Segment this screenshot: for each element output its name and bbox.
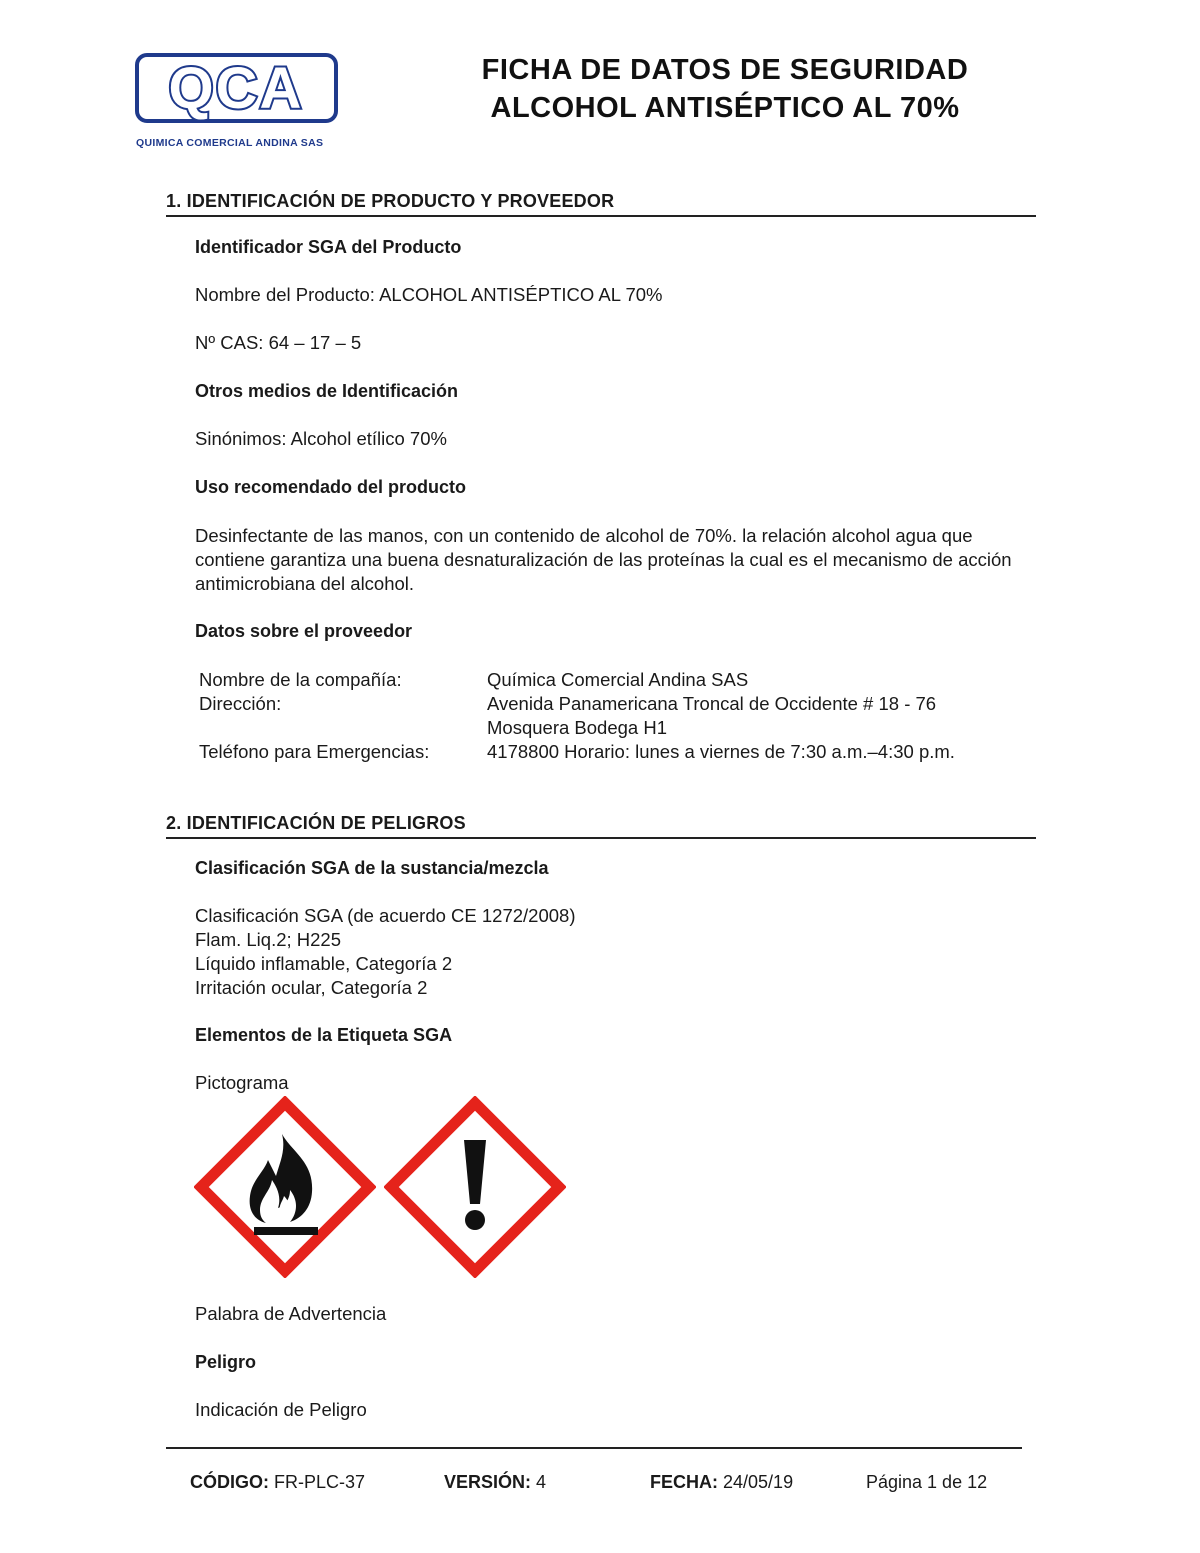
section2-heading: 2. IDENTIFICACIÓN DE PELIGROS [166, 813, 466, 833]
recommended-use-label: Uso recomendado del producto [195, 477, 467, 497]
footer-date-value: 24/05/19 [723, 1472, 794, 1492]
section2-rule [166, 837, 1036, 839]
signal-word: Peligro [195, 1352, 257, 1372]
classification-line: Flam. Liq.2; H225 [195, 929, 342, 950]
cas-number: Nº CAS: 64 – 17 – 5 [195, 332, 362, 353]
hazard-indication-label: Indicación de Peligro [195, 1399, 367, 1420]
flame-icon [194, 1096, 376, 1278]
qca-logo-graphic [134, 52, 340, 152]
footer-code-value: FR-PLC-37 [274, 1472, 366, 1492]
company-logo [134, 52, 340, 152]
footer-date [650, 1472, 793, 1493]
section1-rule [166, 215, 1036, 217]
footer-rule [166, 1447, 1022, 1449]
supplier-row-phone [199, 740, 955, 764]
company-value: Química Comercial Andina SAS [487, 669, 749, 690]
footer-version-label: VERSIÓN: [444, 1472, 532, 1492]
phone-value: 4178800 Horario: lunes a viernes de 7:30 a.m.–4:30 p.m. [487, 741, 955, 762]
footer-code [190, 1472, 365, 1493]
footer-date-label: FECHA: [650, 1472, 718, 1492]
sga-identifier-label: Identificador SGA del Producto [195, 237, 462, 257]
footer-code-label: CÓDIGO: [190, 1472, 269, 1492]
pictogram-label: Pictograma [195, 1072, 289, 1093]
signal-word-label: Palabra de Advertencia [195, 1303, 387, 1324]
supplier-label: Datos sobre el proveedor [195, 621, 413, 641]
product-name: Nombre del Producto: ALCOHOL ANTISÉPTICO AL 70% [195, 284, 663, 305]
synonyms: Sinónimos: Alcohol etílico 70% [195, 428, 447, 449]
section1-heading: 1. IDENTIFICACIÓN DE PRODUCTO Y PROVEEDOR [166, 191, 615, 211]
supplier-table [199, 668, 955, 764]
other-means-label: Otros medios de Identificación [195, 381, 459, 401]
classification-line: Irritación ocular, Categoría 2 [195, 977, 428, 998]
footer-page: Página 1 de 12 [866, 1472, 988, 1492]
classification-line: Clasificación SGA (de acuerdo CE 1272/2008) [195, 905, 576, 926]
classification-label: Clasificación SGA de la sustancia/mezcla [195, 858, 549, 878]
address-line2: Mosquera Bodega H1 [487, 717, 667, 738]
logo-company: QUIMICA COMERCIAL ANDINA SAS [136, 137, 324, 149]
supplier-row-address [199, 692, 955, 716]
company-label: Nombre de la compañía: [199, 669, 402, 690]
supplier-row-company [199, 668, 955, 692]
footer-version-value: 4 [536, 1472, 547, 1492]
supplier-row-address2 [199, 716, 955, 740]
classification-lines [195, 904, 576, 1000]
label-elements-label: Elementos de la Etiqueta SGA [195, 1025, 453, 1045]
recommended-use-text: Desinfectante de las manos, con un contenido de alcohol de 70%. la relación alcohol agua que contiene garantiza una buena desnaturalización de las proteínas la cual es el mecanismo de acción antimicrobiana del alcohol. [195, 525, 1012, 594]
logo-letters: QCA [168, 56, 304, 121]
document-title-line2: ALCOHOL ANTISÉPTICO AL 70% [490, 92, 960, 124]
address-line1: Avenida Panamericana Troncal de Occidente # 18 - 76 [487, 693, 937, 714]
phone-label: Teléfono para Emergencias: [199, 741, 430, 762]
address-label: Dirección: [199, 693, 282, 714]
exclamation-icon [384, 1096, 566, 1278]
document-title-line1: FICHA DE DATOS DE SEGURIDAD [481, 54, 969, 86]
classification-line: Líquido inflamable, Categoría 2 [195, 953, 453, 974]
footer-version [444, 1472, 546, 1493]
